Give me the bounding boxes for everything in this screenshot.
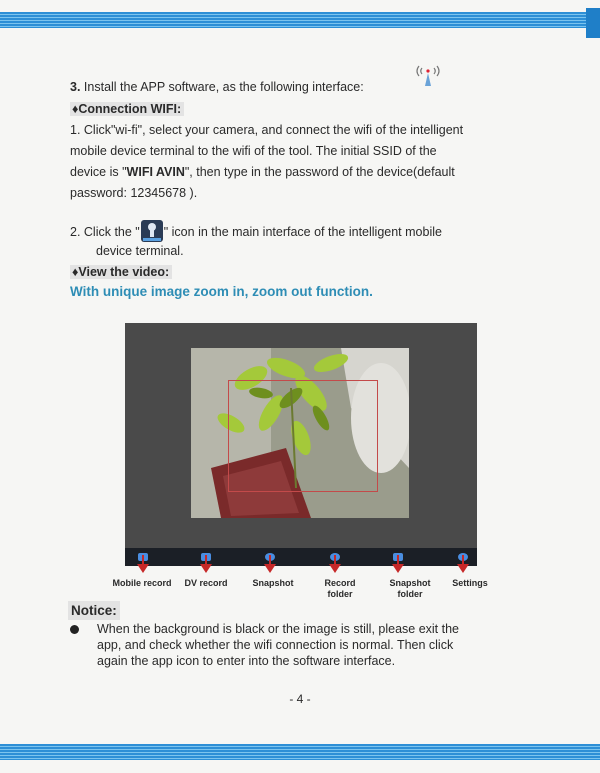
bullet-dot <box>70 625 79 634</box>
connection-line-3 <box>70 162 455 182</box>
label-mobile-record: Mobile record <box>112 578 172 588</box>
connection-line-4: password: 12345678 ). <box>70 186 198 200</box>
arrow-head <box>137 564 149 573</box>
connection-line-2: mobile device terminal to the wifi of the tool. The initial SSID of the <box>70 144 437 158</box>
arrow-head <box>329 564 341 573</box>
arrow-head <box>457 564 469 573</box>
connection-heading: ♦Connection WIFI: <box>70 102 184 116</box>
label-settings: Settings <box>452 578 488 588</box>
label-snapshot: Snapshot <box>252 578 294 588</box>
step3-number: 3. <box>70 80 81 94</box>
step2-post: " icon in the main interface of the intelligent mobile <box>163 225 442 239</box>
label-record-folder: Record folder <box>324 578 356 599</box>
ssid-value: WIFI AVIN <box>126 165 185 179</box>
step2-line <box>70 220 442 242</box>
video-preview <box>191 348 409 518</box>
bottom-blue-band <box>0 744 600 760</box>
app-screen <box>125 323 477 566</box>
step3-line <box>70 77 364 97</box>
app-icon <box>141 220 163 242</box>
app-toolbar <box>125 548 477 566</box>
connection-heading-line <box>70 99 184 119</box>
connection-line-3-post: ", then type in the password of the device(default <box>184 165 455 179</box>
view-heading: ♦View the video: <box>70 265 172 279</box>
notice-title: Notice: <box>68 601 120 620</box>
page-tab-marker <box>586 8 600 38</box>
notice-line-3: again the app icon to enter into the software interface. <box>97 654 396 668</box>
zoom-frame[interactable] <box>228 380 378 492</box>
connection-line-1: 1. Click"wi-fi", select your camera, and connect the wifi of the intelligent <box>70 123 464 137</box>
connection-line-3-pre: device is " <box>70 165 127 179</box>
arrow-head <box>200 564 212 573</box>
label-snapshot-folder: Snapshot folder <box>389 578 431 599</box>
arrow-head <box>264 564 276 573</box>
label-dv-record: DV record <box>184 578 228 588</box>
view-heading-line <box>70 262 172 282</box>
arrow-head <box>392 564 404 573</box>
notice-line-2: app, and check whether the wifi connection is normal. Then click <box>97 638 454 652</box>
view-subtitle: With unique image zoom in, zoom out function. <box>70 284 373 299</box>
step2-pre: 2. Click the " <box>70 225 140 239</box>
step3-text: Install the APP software, as the following interface: <box>83 80 364 94</box>
page-number: - 4 - <box>289 692 311 706</box>
top-blue-band <box>0 12 600 28</box>
notice-line-1: When the background is black or the image is still, please exit the <box>97 622 459 636</box>
wifi-signal-icon <box>413 62 443 90</box>
step2-line-2: device terminal. <box>96 244 184 258</box>
